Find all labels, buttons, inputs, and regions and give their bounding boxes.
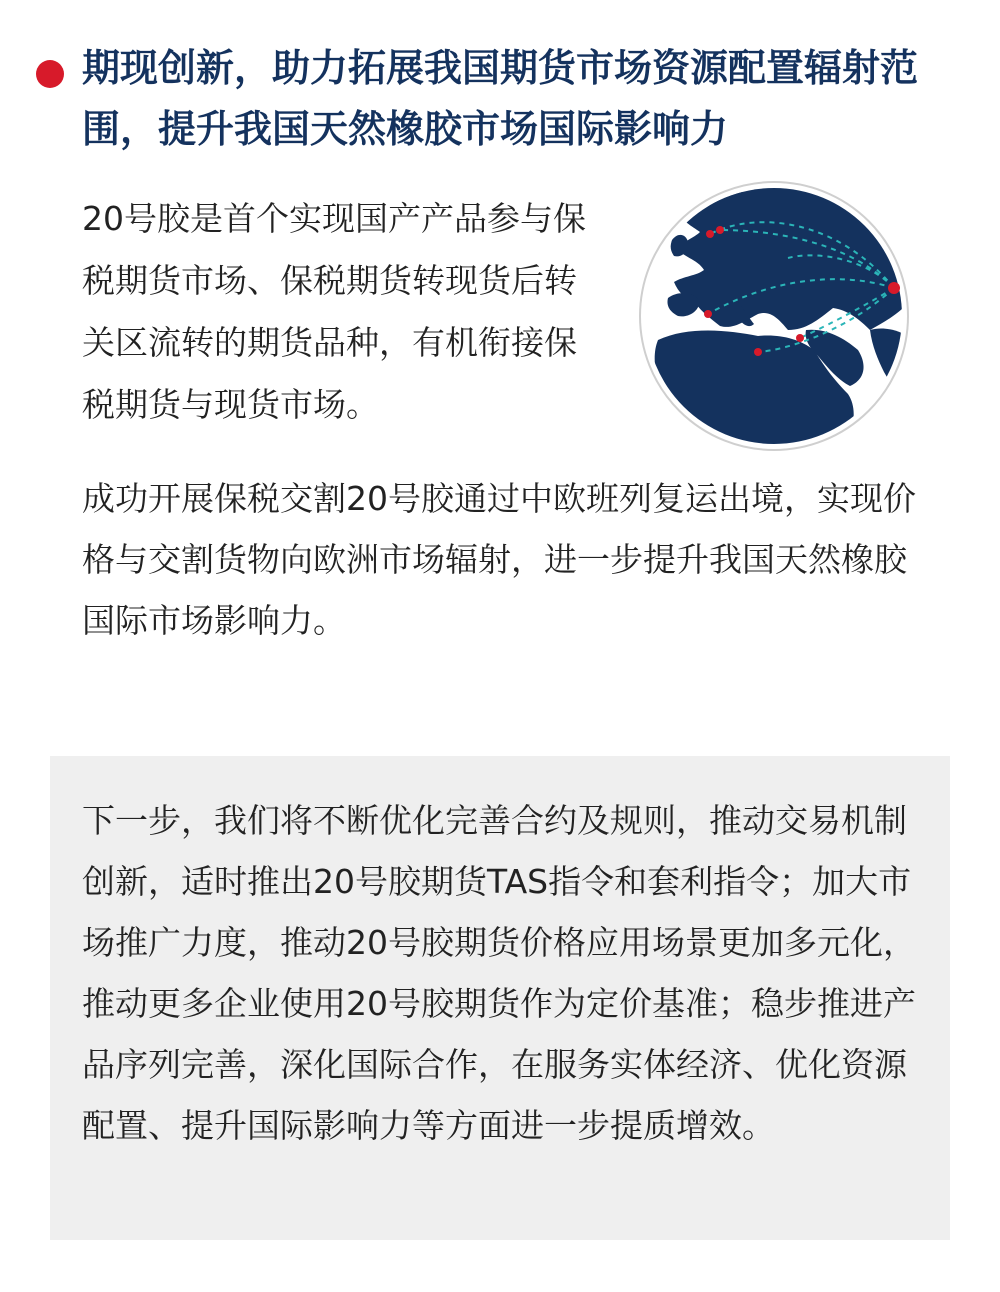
next-steps-box bbox=[50, 756, 950, 1240]
export-paragraph: 成功开展保税交割20号胶通过中欧班列复运出境，实现价格与交割货物向欧洲市场辐射，进一步提升我国天然橡胶国际市场影响力。 bbox=[82, 479, 916, 640]
bullet-dot-icon bbox=[36, 60, 64, 88]
section-heading: 期现创新，助力拓展我国期货市场资源配置辐射范围，提升我国天然橡胶市场国际影响力 bbox=[82, 46, 919, 151]
intro-paragraph: 20号胶是首个实现国产产品参与保税期货市场、保税期货转现货后转关区流转的期货品种，有机衔接保税期货与现货市场。 bbox=[82, 199, 586, 424]
next-steps-text: 下一步，我们将不断优化完善合约及规则，推动交易机制创新，适时推出20号胶期货TAS指令和套利指令；加大市场推广力度，推动20号胶期货价格应用场景更加多元化，推动更多企业使用20号胶期货作为定价基准；稳步推进产品序列完善，深化国际合作，在服务实体经济、优化资源配置、提升国际影响力等方面进一步提质增效。 bbox=[82, 801, 916, 1145]
globe-routes-icon bbox=[638, 180, 910, 452]
